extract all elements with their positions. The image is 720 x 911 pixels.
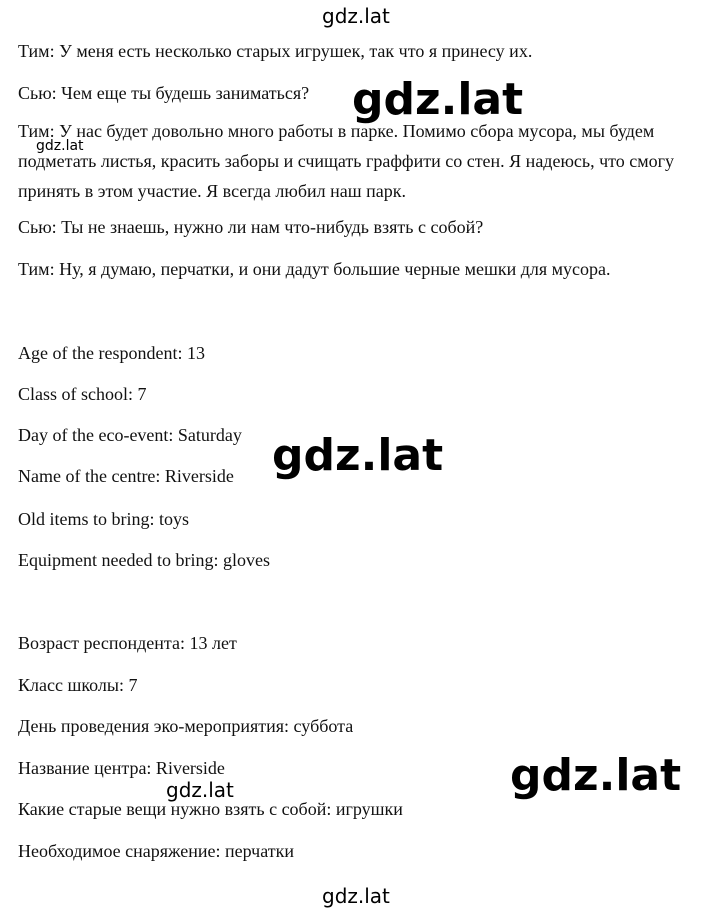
dialogue-line-tim-3: Тим: Ну, я думаю, перчатки, и они дадут большие черные мешки для мусора. [18, 259, 611, 279]
watermark-large-1: gdz.lat [352, 74, 524, 125]
answer-en-age: Age of the respondent: 13 [18, 343, 205, 363]
dialogue-line-tim-2: Тим: У нас будет довольно много работы в парке. Помимо сбора мусора, мы будем подметать листья, красить заборы и счищать граффити со стен. Я надеюсь, что смогу принять в этом участие. Я всегда любил наш парк. [18, 121, 675, 201]
answer-en-old-items: Old items to bring: toys [18, 509, 189, 529]
watermark-small-mid: gdz.lat [166, 778, 234, 802]
answer-ru-equipment: Необходимое снаряжение: перчатки [18, 841, 294, 861]
answer-ru-centre: Название центра: Riverside [18, 758, 225, 778]
dialogue-line-sue-2: Сью: Ты не знаешь, нужно ли нам что-нибудь взять с собой? [18, 217, 484, 237]
answer-ru-class: Класс школы: 7 [18, 675, 138, 695]
watermark-tiny: gdz.lat [36, 138, 84, 154]
watermark-top: gdz.lat [322, 4, 390, 28]
answer-ru-day: День проведения эко-мероприятия: суббота [18, 716, 354, 736]
answer-ru-age: Возраст респондента: 13 лет [18, 633, 237, 653]
answer-ru-old-items: Какие старые вещи нужно взять с собой: игрушки [18, 799, 403, 819]
watermark-bottom: gdz.lat [322, 884, 390, 908]
answer-en-day: Day of the eco-event: Saturday [18, 425, 242, 445]
watermark-large-3: gdz.lat [510, 750, 682, 801]
answer-en-equipment: Equipment needed to bring: gloves [18, 550, 270, 570]
answer-en-centre: Name of the centre: Riverside [18, 466, 234, 486]
answer-en-class: Class of school: 7 [18, 384, 147, 404]
dialogue-line-sue-1: Сью: Чем еще ты будешь заниматься? [18, 83, 310, 103]
dialogue-line-tim-1: Тим: У меня есть несколько старых игрушек, так что я принесу их. [18, 41, 533, 61]
watermark-large-2: gdz.lat [272, 430, 444, 481]
